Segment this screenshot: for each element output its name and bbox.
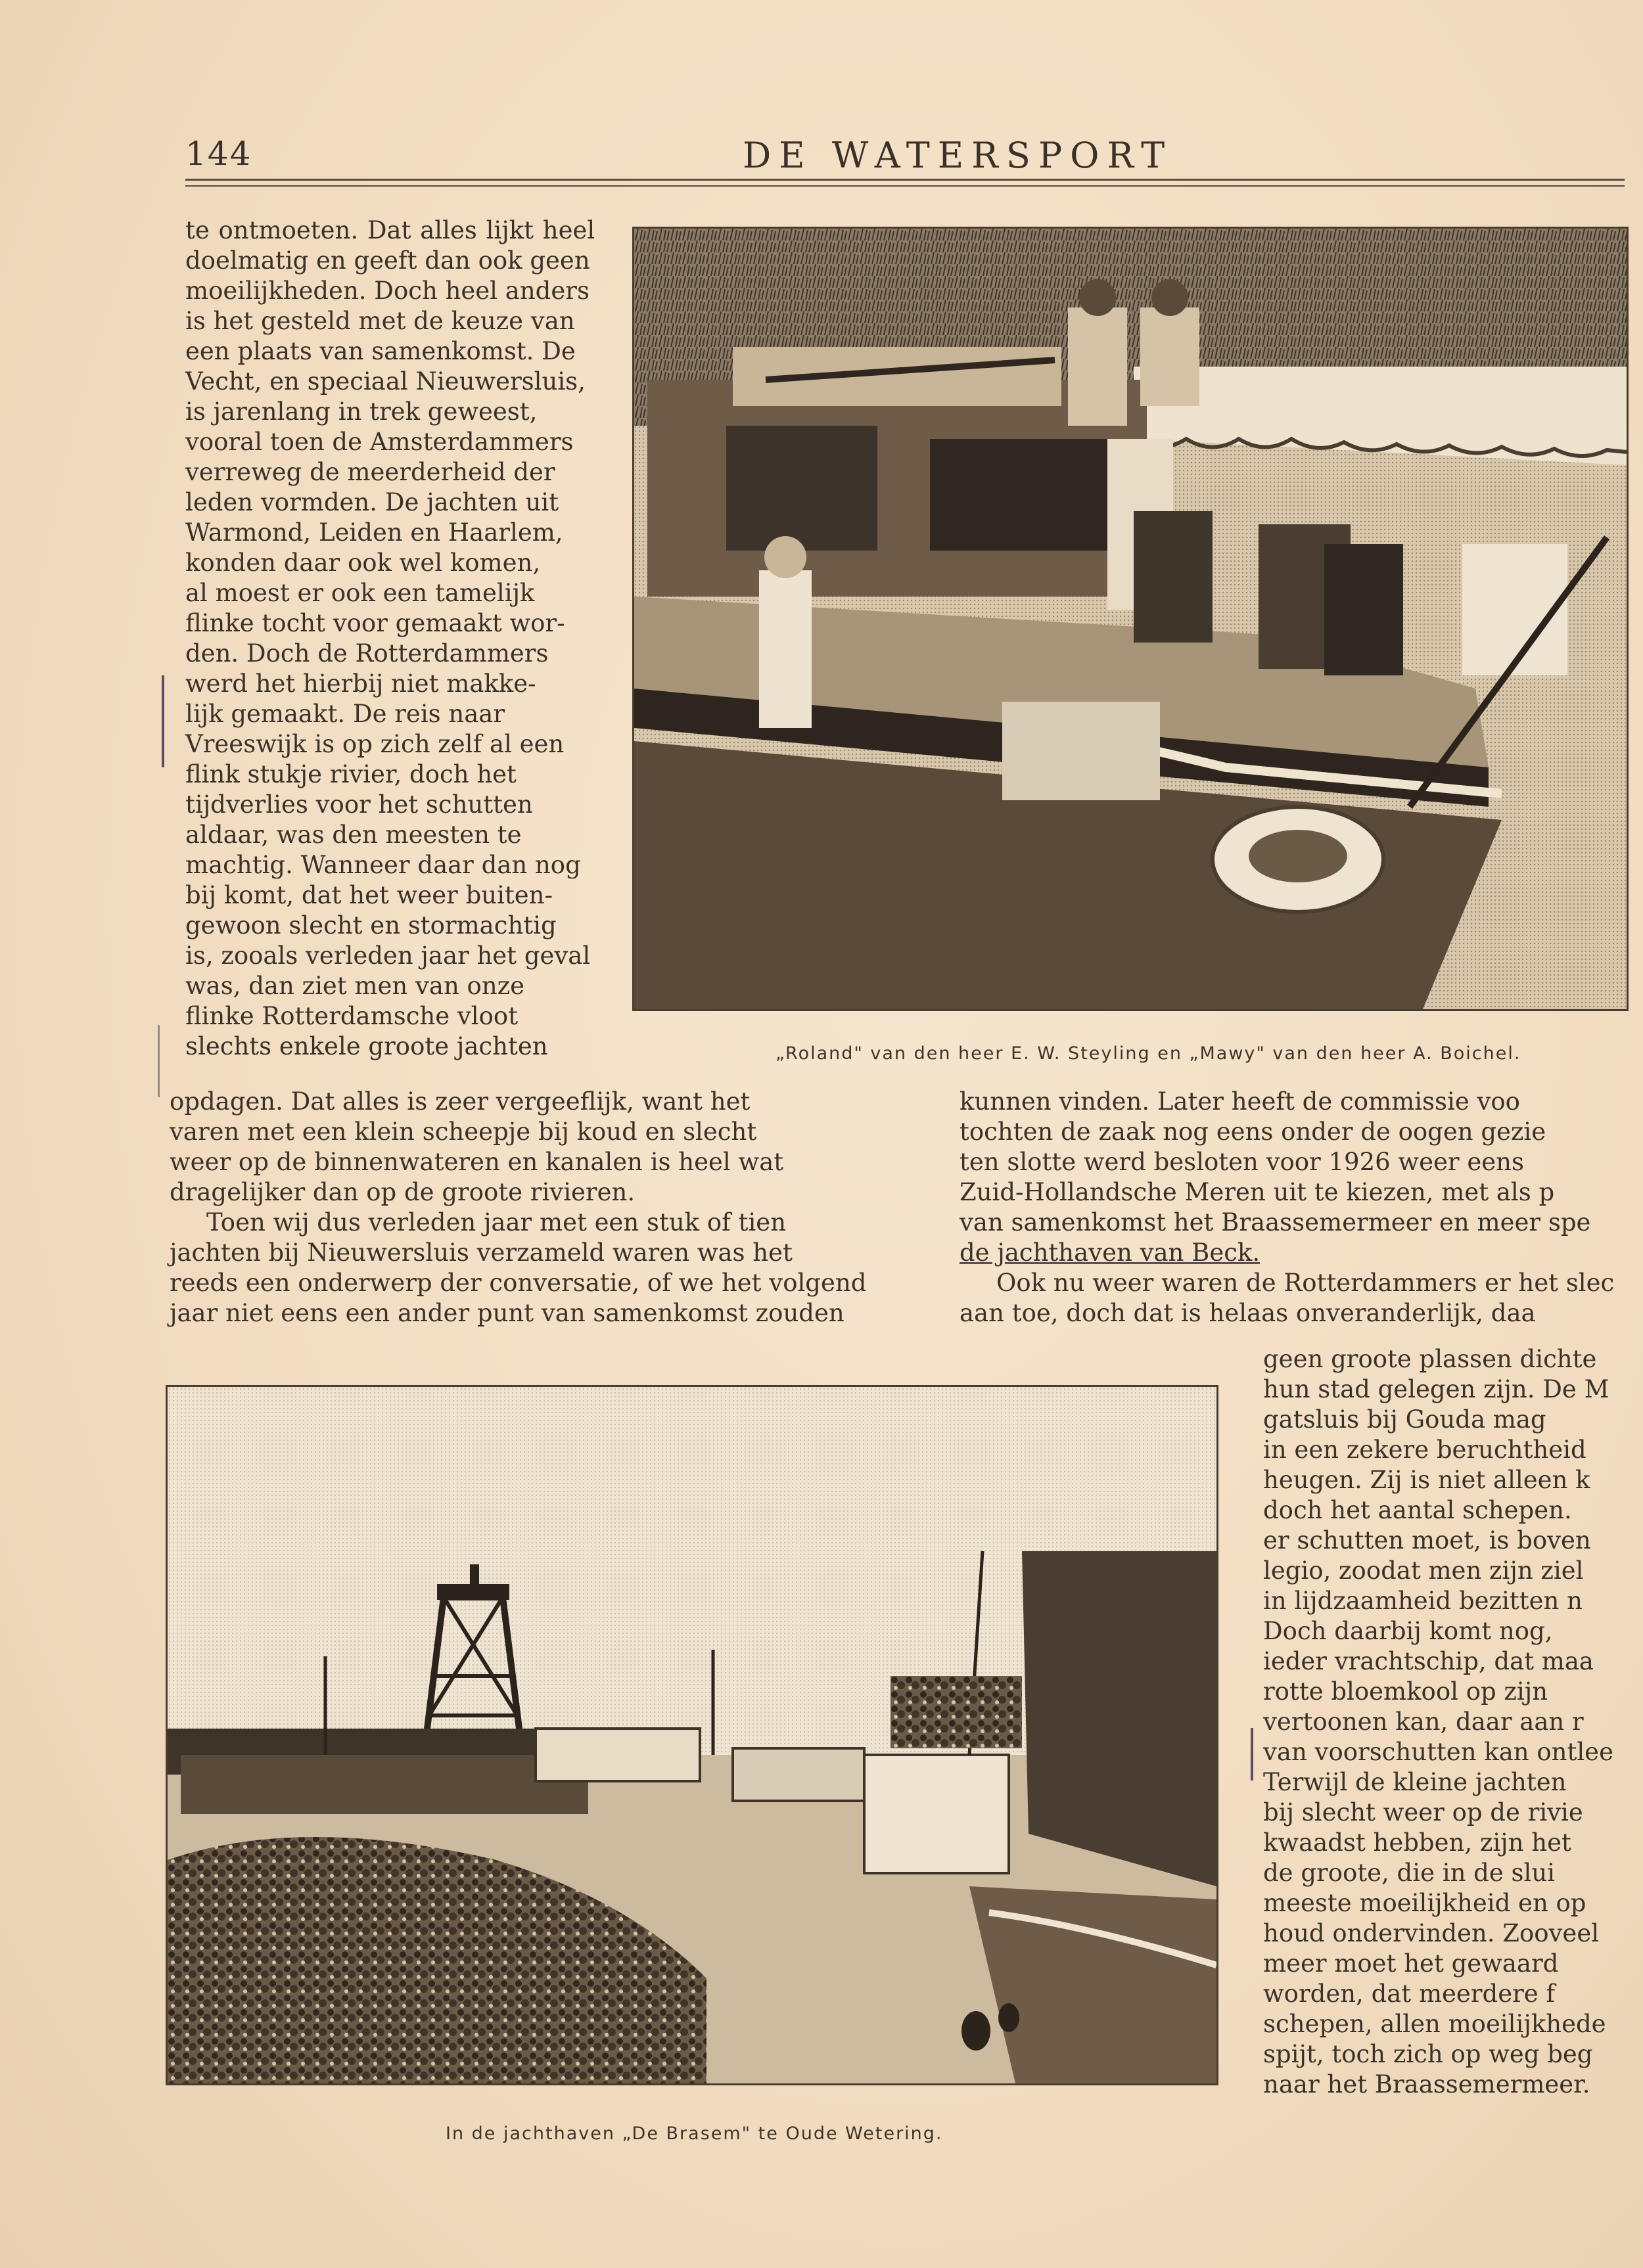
text-line: vooral toen de Amsterdammers: [185, 428, 574, 456]
text-line: was, dan ziet men van onze: [185, 972, 525, 1000]
text-line: ieder vrachtschip, dat maa: [1263, 1647, 1594, 1675]
text-line: bij slecht weer op de rivie: [1263, 1798, 1583, 1826]
text-line: jachten bij Nieuwersluis verzameld waren was het: [170, 1238, 793, 1267]
text-line: lijk gemaakt. De reis naar: [185, 700, 505, 728]
text-line: heugen. Zij is niet alleen k: [1263, 1466, 1590, 1494]
text-line: in lijdzaamheid bezitten n: [1263, 1587, 1583, 1615]
margin-pencil-mark: [162, 675, 164, 767]
right-lower-column-text: [1263, 1344, 1613, 2100]
text-line: houd ondervinden. Zooveel: [1263, 1919, 1600, 1947]
text-line: al moest er ook een tamelijk: [185, 579, 535, 607]
text-line: flink stukje rivier, doch het: [185, 760, 517, 788]
text-line: flinke tocht voor gemaakt wor-: [185, 609, 565, 637]
text-line: te ontmoeten. Dat alles lijkt heel: [185, 216, 595, 244]
text-line: moeilijkheden. Doch heel anders: [185, 277, 590, 305]
text-line: doelmatig en geeft dan ook geen: [185, 246, 590, 275]
text-line: Vecht, en speciaal Nieuwersluis,: [185, 367, 586, 396]
text-line: rotte bloemkool op zijn: [1263, 1677, 1548, 1706]
margin-pencil-mark: [158, 1025, 160, 1097]
photo-caption-top: „Roland" van den heer E. W. Steyling en „Mawy" van den heer A. Boichel.: [775, 1043, 1521, 1064]
text-line: Doch daarbij komt nog,: [1263, 1617, 1553, 1645]
text-line: Terwijl de kleine jachten: [1263, 1768, 1567, 1796]
text-line: machtig. Wanneer daar dan nog: [185, 851, 581, 879]
text-line: vertoonen kan, daar aan r: [1263, 1708, 1584, 1736]
text-line: een plaats van samenkomst. De: [185, 337, 576, 365]
text-line: verreweg de meerderheid der: [185, 458, 555, 486]
text-line: reeds een onderwerp der conversatie, of we het volgend: [170, 1269, 867, 1297]
text-line: legio, zoodat men zijn ziel: [1263, 1556, 1584, 1585]
text-line: leden vormden. De jachten uit: [185, 488, 559, 516]
text-line: Warmond, Leiden en Haarlem,: [185, 518, 563, 547]
photo-yachts-roland-mawy: [632, 227, 1629, 1011]
text-line: den. Doch de Rotterdammers: [185, 639, 549, 668]
text-line: varen met een klein scheepje bij koud en slecht: [170, 1118, 757, 1146]
text-line: de groote, die in de slui: [1263, 1859, 1555, 1887]
text-line: de jachthaven van Beck.: [960, 1238, 1261, 1267]
left-column-text: [185, 215, 595, 1062]
text-line: meer moet het gewaard: [1263, 1949, 1559, 1978]
text-line: gewoon slecht en stormachtig: [185, 911, 557, 940]
wide-column-text: [170, 1087, 866, 1328]
harbour-photo-illustration: [168, 1387, 1216, 2083]
text-line: van samenkomst het Braassemermeer en meer spe: [960, 1208, 1591, 1236]
text-line: Toen wij dus verleden jaar met een stuk of tien: [206, 1208, 787, 1236]
text-line: tochten de zaak nog eens onder de oogen gezie: [960, 1118, 1546, 1146]
text-line: konden daar ook wel komen,: [185, 549, 541, 577]
text-line: opdagen. Dat alles is zeer vergeeflijk, want het: [170, 1087, 751, 1116]
magazine-title: DE WATERSPORT: [743, 135, 1173, 176]
text-line: werd het hierbij niet makke-: [185, 669, 536, 698]
text-line: geen groote plassen dichte: [1263, 1345, 1597, 1373]
text-line: in een zekere beruchtheid: [1263, 1436, 1586, 1464]
yacht-photo-illustration: [634, 229, 1627, 1009]
text-line: is, zooals verleden jaar het geval: [185, 941, 591, 970]
page-number: 144: [185, 135, 252, 173]
text-line: slechts enkele groote jachten: [185, 1032, 548, 1060]
text-line: spijt, toch zich op weg beg: [1263, 2040, 1593, 2068]
text-line: schepen, allen moeilijkhede: [1263, 2010, 1606, 2038]
text-line: er schutten moet, is boven: [1263, 1526, 1591, 1554]
text-line: kwaadst hebben, zijn het: [1263, 1828, 1571, 1857]
text-line: gatsluis bij Gouda mag: [1263, 1405, 1546, 1434]
text-line: aldaar, was den meesten te: [185, 821, 522, 849]
text-line: bij komt, dat het weer buiten-: [185, 881, 553, 909]
text-line: dragelijker dan op de groote rivieren.: [170, 1178, 636, 1206]
text-line: is jarenlang in trek geweest,: [185, 397, 538, 426]
text-line: Ook nu weer waren de Rotterdammers er het slec: [996, 1269, 1615, 1297]
text-line: weer op de binnenwateren en kanalen is heel wat: [170, 1148, 784, 1176]
text-line: kunnen vinden. Later heeft de commissie voo: [960, 1087, 1520, 1116]
text-line: doch het aantal schepen.: [1263, 1496, 1572, 1524]
header-rule-thin: [185, 185, 1625, 187]
text-line: jaar niet eens een ander punt van samenkomst zouden: [170, 1299, 845, 1327]
header-rule: [185, 179, 1625, 181]
text-line: Vreeswijk is op zich zelf al een: [185, 730, 565, 758]
text-line: meeste moeilijkheid en op: [1263, 1889, 1586, 1917]
text-line: tijdverlies voor het schutten: [185, 790, 533, 819]
text-line: is het gesteld met de keuze van: [185, 307, 575, 335]
right-column-text: [960, 1087, 1614, 1328]
text-line: hun stad gelegen zijn. De M: [1263, 1375, 1609, 1403]
text-line: naar het Braassemermeer.: [1263, 2070, 1590, 2098]
text-line: Zuid-Hollandsche Meren uit te kiezen, met als p: [960, 1178, 1555, 1206]
text-line: ten slotte werd besloten voor 1926 weer eens: [960, 1148, 1524, 1176]
text-line: van voorschutten kan ontlee: [1263, 1738, 1613, 1766]
text-line: aan toe, doch dat is helaas onveranderlijk, daa: [960, 1299, 1536, 1327]
photo-caption-bottom: In de jachthaven „De Brasem" te Oude Wetering.: [446, 2123, 943, 2144]
text-line: flinke Rotterdamsche vloot: [185, 1002, 519, 1030]
margin-pencil-mark: [1251, 1728, 1253, 1780]
photo-jachthaven-de-brasem: [166, 1385, 1218, 2085]
text-line: worden, dat meerdere f: [1263, 1980, 1556, 2008]
